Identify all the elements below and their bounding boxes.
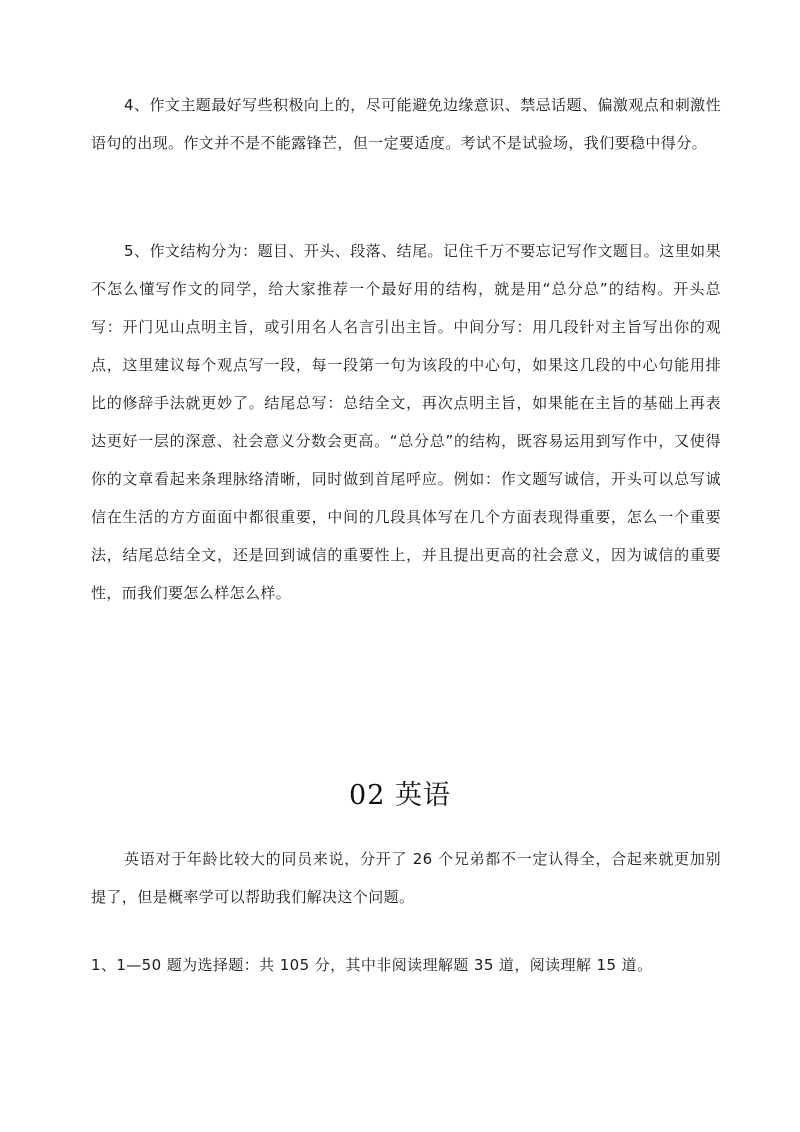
section-heading-english: 02 英语: [349, 780, 451, 811]
english-tip-1-paragraph: 1、1—50 题为选择题：共 105 分，其中非阅读理解题 35 道，阅读理解 15 道。: [91, 956, 653, 974]
essay-tip-4-paragraph: 4、作文主题最好写些积极向上的，尽可能避免边缘意识、禁忌话题、偏激观点和刺激性语句的出现。作文并不是不能露锋芒，但一定要适度。考试不是试验场，我们要稳中得分。: [91, 96, 721, 152]
essay-tip-5-paragraph: 5、作文结构分为：题目、开头、段落、结尾。记住千万不要忘记写作文题目。这里如果不怎么懂写作文的同学，给大家推荐一个最好用的结构，就是用“总分总”的结构。开头总写：开门见山点明主旨，或引用名人名言引出主旨。中间分写：用几段针对主旨写出你的观点，这里建议每个观点写一段，每一段第一句为该段的中心句，如果这几段的中心句能用排比的修辞手法就更妙了。结尾总写：总结全文，再次点明主旨，如果能在主旨的基础上再表达更好一层的深意、社会意义分数会更高。“总分总”的结构，既容易运用到写作中，又使得你的文章看起来条理脉络清晰，同时做到首尾呼应。例如：作文题写诚信，开头可以总写诚信在生活的方方面面中都很重要，中间的几段具体写在几个方面表现得重要，怎么一个重要法，结尾总结全文，还是回到诚信的重要性上，并且提出更高的社会意义，因为诚信的重要性，而我们要怎么样怎么样。: [91, 242, 721, 602]
english-intro-paragraph: 英语对于年龄比较大的同员来说，分开了 26 个兄弟都不一定认得全，合起来就更加别提了，但是概率学可以帮助我们解决这个问题。: [91, 850, 721, 906]
